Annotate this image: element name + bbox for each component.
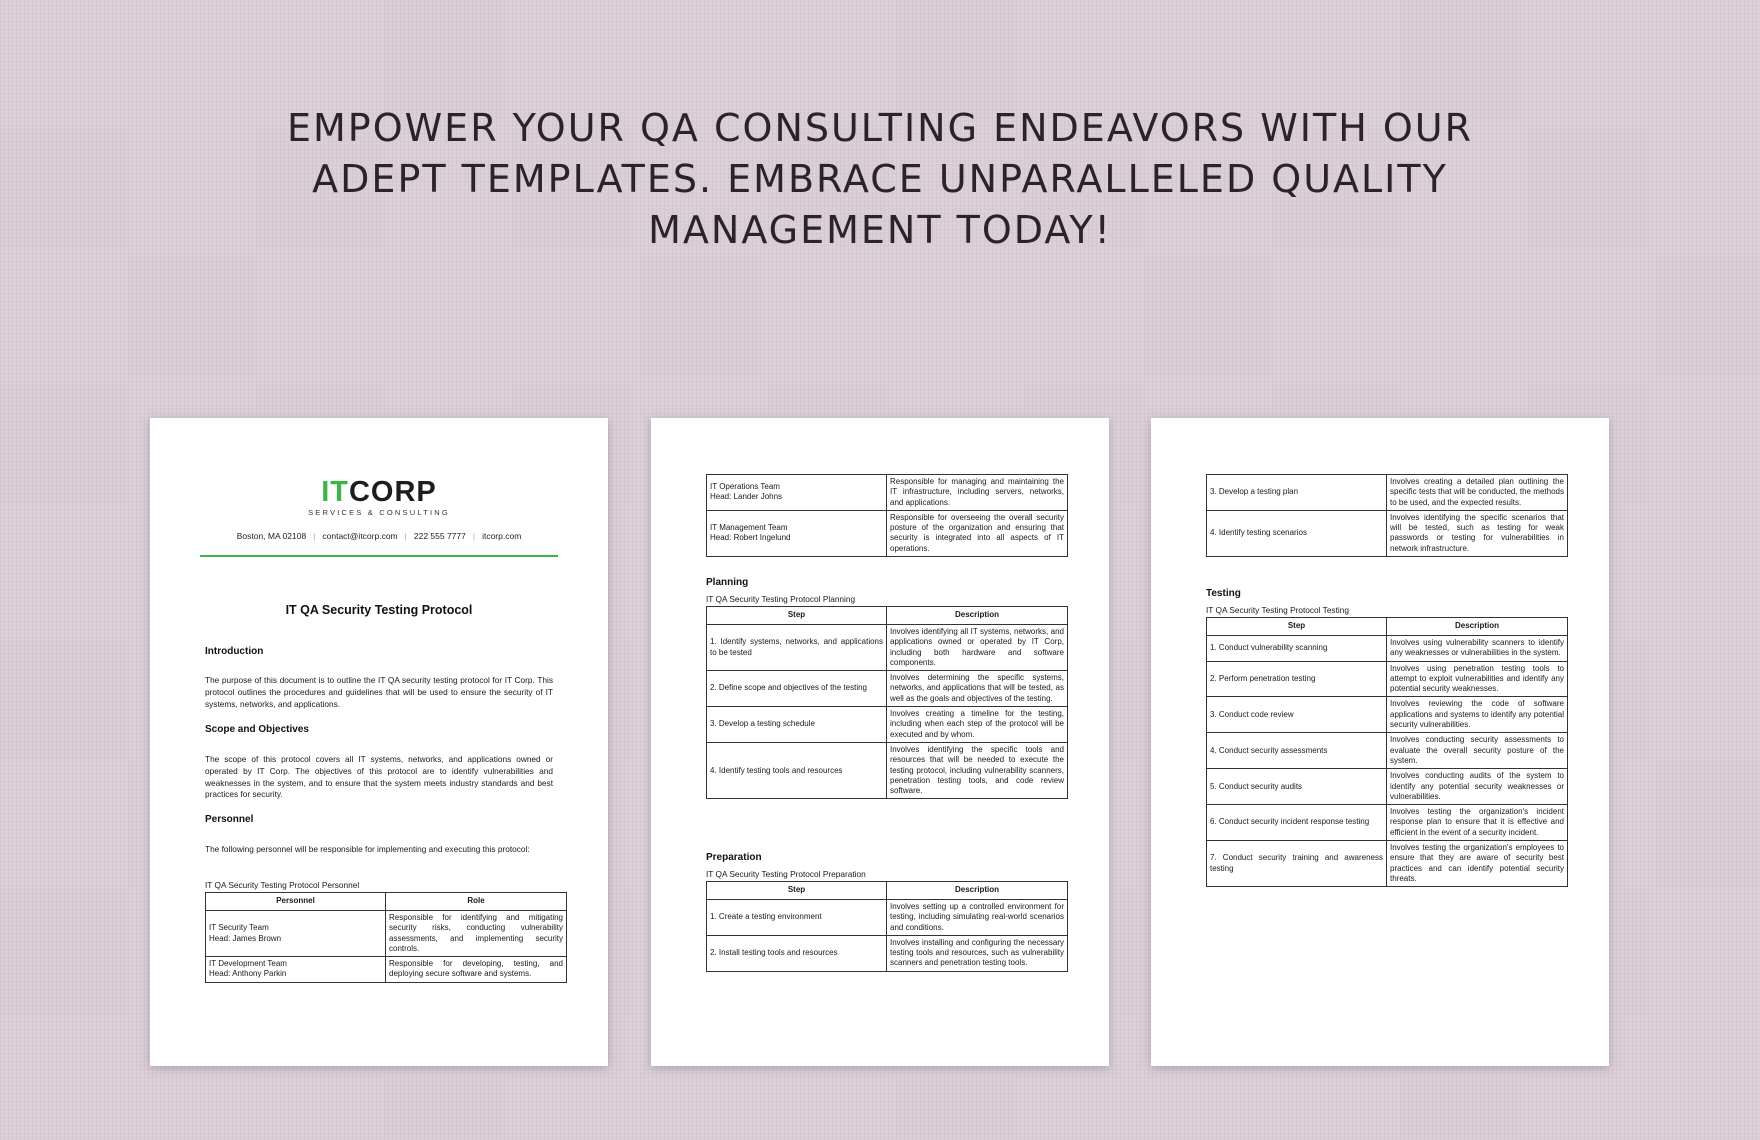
role-cell: Responsible for managing and maintaining the IT infrastructure, including servers, networks, and applications. bbox=[887, 475, 1068, 511]
caption-preparation-table: IT QA Security Testing Protocol Preparation bbox=[706, 869, 866, 879]
description-cell: Involves setting up a controlled environment for testing, including simulating real-world scenarios and conditions. bbox=[887, 900, 1068, 936]
table-row bbox=[1207, 475, 1568, 511]
heading-personnel: Personnel bbox=[205, 814, 254, 825]
logo-corp: CORP bbox=[348, 476, 437, 508]
column-header-step: Step bbox=[707, 607, 887, 625]
table-row bbox=[707, 707, 1068, 743]
contact-phone: 222 555 7777 bbox=[413, 531, 466, 541]
description-cell: Involves identifying the specific tools and resources that will be needed to execute the testing protocol, including vulnerability scanners, penetration testing tools, and code review software. bbox=[887, 742, 1068, 798]
table-row bbox=[707, 671, 1068, 707]
heading-scope: Scope and Objectives bbox=[205, 724, 309, 735]
company-logo bbox=[150, 477, 608, 517]
column-header-description: Description bbox=[887, 607, 1068, 625]
step-cell: 4. Identify testing tools and resources bbox=[707, 742, 887, 798]
role-cell: Responsible for overseeing the overall security posture of the organization and ensuring that security is integrated into all aspects of IT operations. bbox=[887, 510, 1068, 556]
step-cell: 1. Identify systems, networks, and applications to be tested bbox=[707, 625, 887, 671]
role-cell: Responsible for identifying and mitigating security risks, conducting vulnerability assessments, and implementing security controls. bbox=[386, 911, 567, 957]
contact-email: contact@itcorp.com bbox=[322, 531, 398, 541]
contact-line bbox=[150, 531, 608, 541]
paragraph-scope: The scope of this protocol covers all IT systems, networks, and applications owned or operated by IT Corp. The objectives of this protocol are to identify vulnerabilities and weaknesses in the system, and to ensure that the system meets industry standards and best practices for security. bbox=[205, 754, 553, 800]
table-row bbox=[1207, 841, 1568, 887]
personnel-table bbox=[205, 892, 567, 983]
contact-separator: | bbox=[313, 531, 316, 541]
heading-introduction: Introduction bbox=[205, 646, 264, 657]
step-cell: 3. Conduct code review bbox=[1207, 697, 1387, 733]
column-header-step: Step bbox=[1207, 618, 1387, 636]
step-cell: 2. Perform penetration testing bbox=[1207, 661, 1387, 697]
testing-table bbox=[1206, 617, 1568, 887]
personnel-cell: IT Operations Team Head: Lander Johns bbox=[707, 475, 887, 511]
contact-website: itcorp.com bbox=[482, 531, 522, 541]
table-row bbox=[707, 510, 1068, 556]
caption-personnel-table: IT QA Security Testing Protocol Personnel bbox=[205, 880, 360, 890]
document-page-3 bbox=[1151, 418, 1609, 1066]
step-cell: 1. Create a testing environment bbox=[707, 900, 887, 936]
table-row bbox=[1207, 805, 1568, 841]
step-cell: 1. Conduct vulnerability scanning bbox=[1207, 636, 1387, 662]
table-row bbox=[1207, 510, 1568, 556]
role-cell: Responsible for developing, testing, and deploying secure software and systems. bbox=[386, 957, 567, 983]
step-cell: 4. Conduct security assessments bbox=[1207, 733, 1387, 769]
description-cell: Involves identifying the specific scenarios that will be tested, such as testing for weak passwords or testing for vulnerabilities in network infrastructure. bbox=[1387, 510, 1568, 556]
description-cell: Involves conducting security assessments to evaluate the overall security posture of the system. bbox=[1387, 733, 1568, 769]
step-cell: 7. Conduct security training and awareness testing bbox=[1207, 841, 1387, 887]
step-cell: 6. Conduct security incident response testing bbox=[1207, 805, 1387, 841]
table-row bbox=[206, 911, 567, 957]
column-header-personnel: Personnel bbox=[206, 893, 386, 911]
headline-line-3: MANAGEMENT TODAY! bbox=[648, 208, 1112, 252]
description-cell: Involves conducting audits of the system to identify any potential security weaknesses or vulnerabilities. bbox=[1387, 769, 1568, 805]
table-row bbox=[707, 625, 1068, 671]
step-cell: 5. Conduct security audits bbox=[1207, 769, 1387, 805]
step-cell: 3. Develop a testing schedule bbox=[707, 707, 887, 743]
step-cell: 4. Identify testing scenarios bbox=[1207, 510, 1387, 556]
contact-separator: | bbox=[404, 531, 407, 541]
paragraph-introduction: The purpose of this document is to outline the IT QA security testing protocol for IT Corp. This protocol outlines the procedures and guidelines that will be used to ensure the security of IT systems, networks, and applications. bbox=[205, 675, 553, 709]
headline bbox=[180, 103, 1580, 256]
table-row bbox=[707, 742, 1068, 798]
table-row bbox=[707, 935, 1068, 971]
table-row bbox=[1207, 636, 1568, 662]
description-cell: Involves creating a detailed plan outlining the specific tests that will be conducted, the methods to be used, and the expected results. bbox=[1387, 475, 1568, 511]
table-row bbox=[206, 957, 567, 983]
step-cell: 2. Install testing tools and resources bbox=[707, 935, 887, 971]
contact-address: Boston, MA 02108 bbox=[236, 531, 307, 541]
table-row bbox=[1207, 769, 1568, 805]
heading-preparation: Preparation bbox=[706, 852, 762, 863]
description-cell: Involves identifying all IT systems, networks, and applications owned or operated by IT Corp, including both hardware and software components. bbox=[887, 625, 1068, 671]
description-cell: Involves reviewing the code of software applications and systems to identify any potential security vulnerabilities. bbox=[1387, 697, 1568, 733]
preparation-table bbox=[706, 881, 1068, 972]
logo-it: IT bbox=[321, 476, 349, 508]
column-header-role: Role bbox=[386, 893, 567, 911]
planning-table bbox=[706, 606, 1068, 799]
headline-line-1: EMPOWER YOUR QA CONSULTING ENDEAVORS WITH OUR bbox=[286, 106, 1473, 150]
description-cell: Involves using vulnerability scanners to identify any weaknesses or vulnerabilities in the system. bbox=[1387, 636, 1568, 662]
document-page-2 bbox=[651, 418, 1109, 1066]
caption-planning-table: IT QA Security Testing Protocol Planning bbox=[706, 594, 856, 604]
description-cell: Involves determining the specific systems, networks, and applications that will be tested, as well as the goals and objectives of the testing. bbox=[887, 671, 1068, 707]
paragraph-personnel: The following personnel will be responsible for implementing and executing this protocol: bbox=[205, 844, 530, 854]
description-cell: Involves creating a timeline for the testing, including when each step of the protocol will be executed and by whom. bbox=[887, 707, 1068, 743]
description-cell: Involves testing the organization's incident response plan to ensure that it is effective and efficient in the event of a security incident. bbox=[1387, 805, 1568, 841]
personnel-cell: IT Development Team Head: Anthony Parkin bbox=[206, 957, 386, 983]
personnel-table-continued bbox=[706, 474, 1068, 557]
heading-planning: Planning bbox=[706, 577, 749, 588]
step-cell: 3. Develop a testing plan bbox=[1207, 475, 1387, 511]
personnel-cell: IT Management Team Head: Robert Ingelund bbox=[707, 510, 887, 556]
document-title: IT QA Security Testing Protocol bbox=[285, 603, 473, 617]
preparation-table-continued bbox=[1206, 474, 1568, 557]
table-row bbox=[1207, 733, 1568, 769]
description-cell: Involves testing the organization's employees to ensure that they are aware of security best practices and can identify potential security threats. bbox=[1387, 841, 1568, 887]
table-row bbox=[707, 475, 1068, 511]
logo-tagline: SERVICES & CONSULTING bbox=[308, 508, 450, 517]
heading-testing: Testing bbox=[1206, 588, 1241, 599]
column-header-description: Description bbox=[887, 882, 1068, 900]
description-cell: Involves installing and configuring the necessary testing tools and resources, such as vulnerability scanners and penetration testing tools. bbox=[887, 935, 1068, 971]
caption-testing-table: IT QA Security Testing Protocol Testing bbox=[1206, 605, 1349, 615]
table-row bbox=[707, 900, 1068, 936]
column-header-step: Step bbox=[707, 882, 887, 900]
header-divider bbox=[200, 555, 558, 557]
description-cell: Involves using penetration testing tools to attempt to exploit vulnerabilities and identify any potential security weaknesses. bbox=[1387, 661, 1568, 697]
contact-separator: | bbox=[472, 531, 476, 541]
personnel-cell: IT Security Team Head: James Brown bbox=[206, 911, 386, 957]
document-page-1 bbox=[150, 418, 608, 1066]
table-row bbox=[1207, 661, 1568, 697]
column-header-description: Description bbox=[1387, 618, 1568, 636]
step-cell: 2. Define scope and objectives of the testing bbox=[707, 671, 887, 707]
table-row bbox=[1207, 697, 1568, 733]
headline-line-2: ADEPT TEMPLATES. EMBRACE UNPARALLELED QUALITY bbox=[312, 157, 1448, 201]
